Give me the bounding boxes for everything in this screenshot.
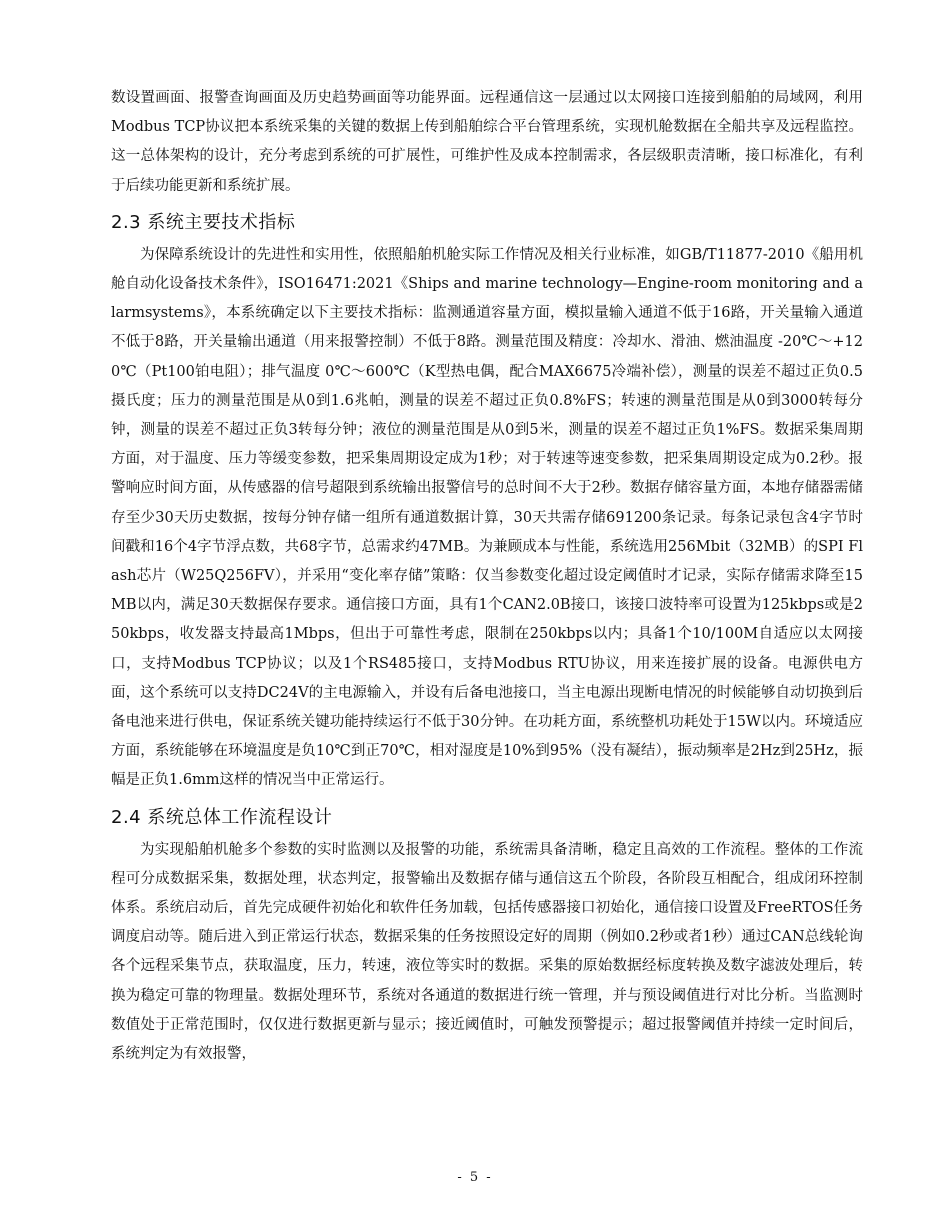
paragraph-architecture-end: 数设置画面、报警查询画面及历史趋势画面等功能界面。远程通信这一层通过以太网接口连接到船舶的局域网，利用Modbus TCP协议把本系统采集的关键的数据上传到船舶综合平台管理系统，实现机舱数据在全船共享及远程监控。这一总体架构的设计，充分考虑到系统的可扩展性，可维护性及成本控制需求，各层级职责清晰，接口标准化，有利于后续功能更新和系统扩展。 (111, 90, 863, 194)
paragraph-workflow-design: 为实现船舶机舱多个参数的实时监测以及报警的功能，系统需具备清晰，稳定且高效的工作流程。整体的工作流程可分成数据采集，数据处理，状态判定，报警输出及数据存储与通信这五个阶段，各阶段互相配合，组成闭环控制体系。系统启动后，首先完成硬件初始化和软件任务加载，包括传感器接口初始化，通信接口设置及FreeRTOS任务调度启动等。随后进入到正常运行状态，数据采集的任务按照设定好的周期（例如0.2秒或者1秒）通过CAN总线轮询各个远程采集节点，获取温度，压力，转速，液位等实时的数据。采集的原始数据经标度转换及数字滤波处理后，转换为稳定可靠的物理量。数据处理环节，系统对各通道的数据进行统一管理，并与预设阈值进行对比分析。当监测时数值处于正常范围时，仅仅进行数据更新与显示；接近阈值时，可触发预警提示；超过报警阈值并持续一定时间后，系统判定为有效报警， (111, 841, 863, 1063)
document-body (111, 84, 863, 1069)
page-number: - 5 - (457, 1170, 493, 1185)
section-heading-2-3: 2.3 系统主要技术指标 (111, 211, 296, 233)
paragraph-technical-specs: 为保障系统设计的先进性和实用性，依照船舶机舱实际工作情况及相关行业标准，如GB/T11877-2010《船用机舱自动化设备技术条件》，ISO16471:2021《Ships and marine technology—Engine-room monitoring and alarmsystems》，本系统确定以下主要技术指标：监测通道容量方面，模拟量输入通道不低于16路，开关量输入通道不低于8路，开关量输出通道（用来报警控制）不低于8路。测量范围及精度：冷却水、滑油、燃油温度 -20℃～+120℃（Pt100铂电阻）；排气温度 0℃～600℃（K型热电偶，配合MAX6675冷端补偿），测量的误差不超过正负0.5摄氏度；压力的测量范围是从0到1.6兆帕，测量的误差不超过正负0.8%FS；转速的测量范围是从0到3000转每分钟，测量的误差不超过正负3转每分钟；液位的测量范围是从0到5米，测量的误差不超过正负1%FS。数据采集周期方面，对于温度、压力等缓变参数，把采集周期设定成为1秒；对于转速等速变参数，把采集周期设定成为0.2秒。报警响应时间方面，从传感器的信号超限到系统输出报警信号的总时间不大于2秒。数据存储容量方面，本地存储器需储存至少30天历史数据，按每分钟存储一组所有通道数据计算，30天共需存储691200条记录。每条记录包含4字节时间戳和16个4字节浮点数，共68字节，总需求约47MB。为兼顾成本与性能，系统选用256Mbit（32MB）的SPI Flash芯片（W25Q256FV），并采用“变化率存储”策略：仅当参数变化超过设定阈值时才记录，实际存储需求降至15MB以内，满足30天数据保存要求。通信接口方面，具有1个CAN2.0B接口，该接口波特率可设置为125kbps或是250kbps，收发器支持最高1Mbps，但出于可靠性考虑，限制在250kbps以内；具备1个10/100M自适应以太网接口，支持Modbus TCP协议；以及1个RS485接口，支持Modbus RTU协议，用来连接扩展的设备。电源供电方面，这个系统可以支持DC24V的主电源输入，并设有后备电池接口，当主电源出现断电情况的时候能够自动切换到后备电池来进行供电，保证系统关键功能持续运行不低于30分钟。在功耗方面，系统整机功耗处于15W以内。环境适应方面，系统能够在环境温度是负10℃到正70℃，相对湿度是10%到95%（没有凝结），振动频率是2Hz到25Hz，振幅是正负1.6mm这样的情况当中正常运行。 (111, 246, 863, 789)
section-heading-2-4: 2.4 系统总体工作流程设计 (111, 806, 333, 828)
